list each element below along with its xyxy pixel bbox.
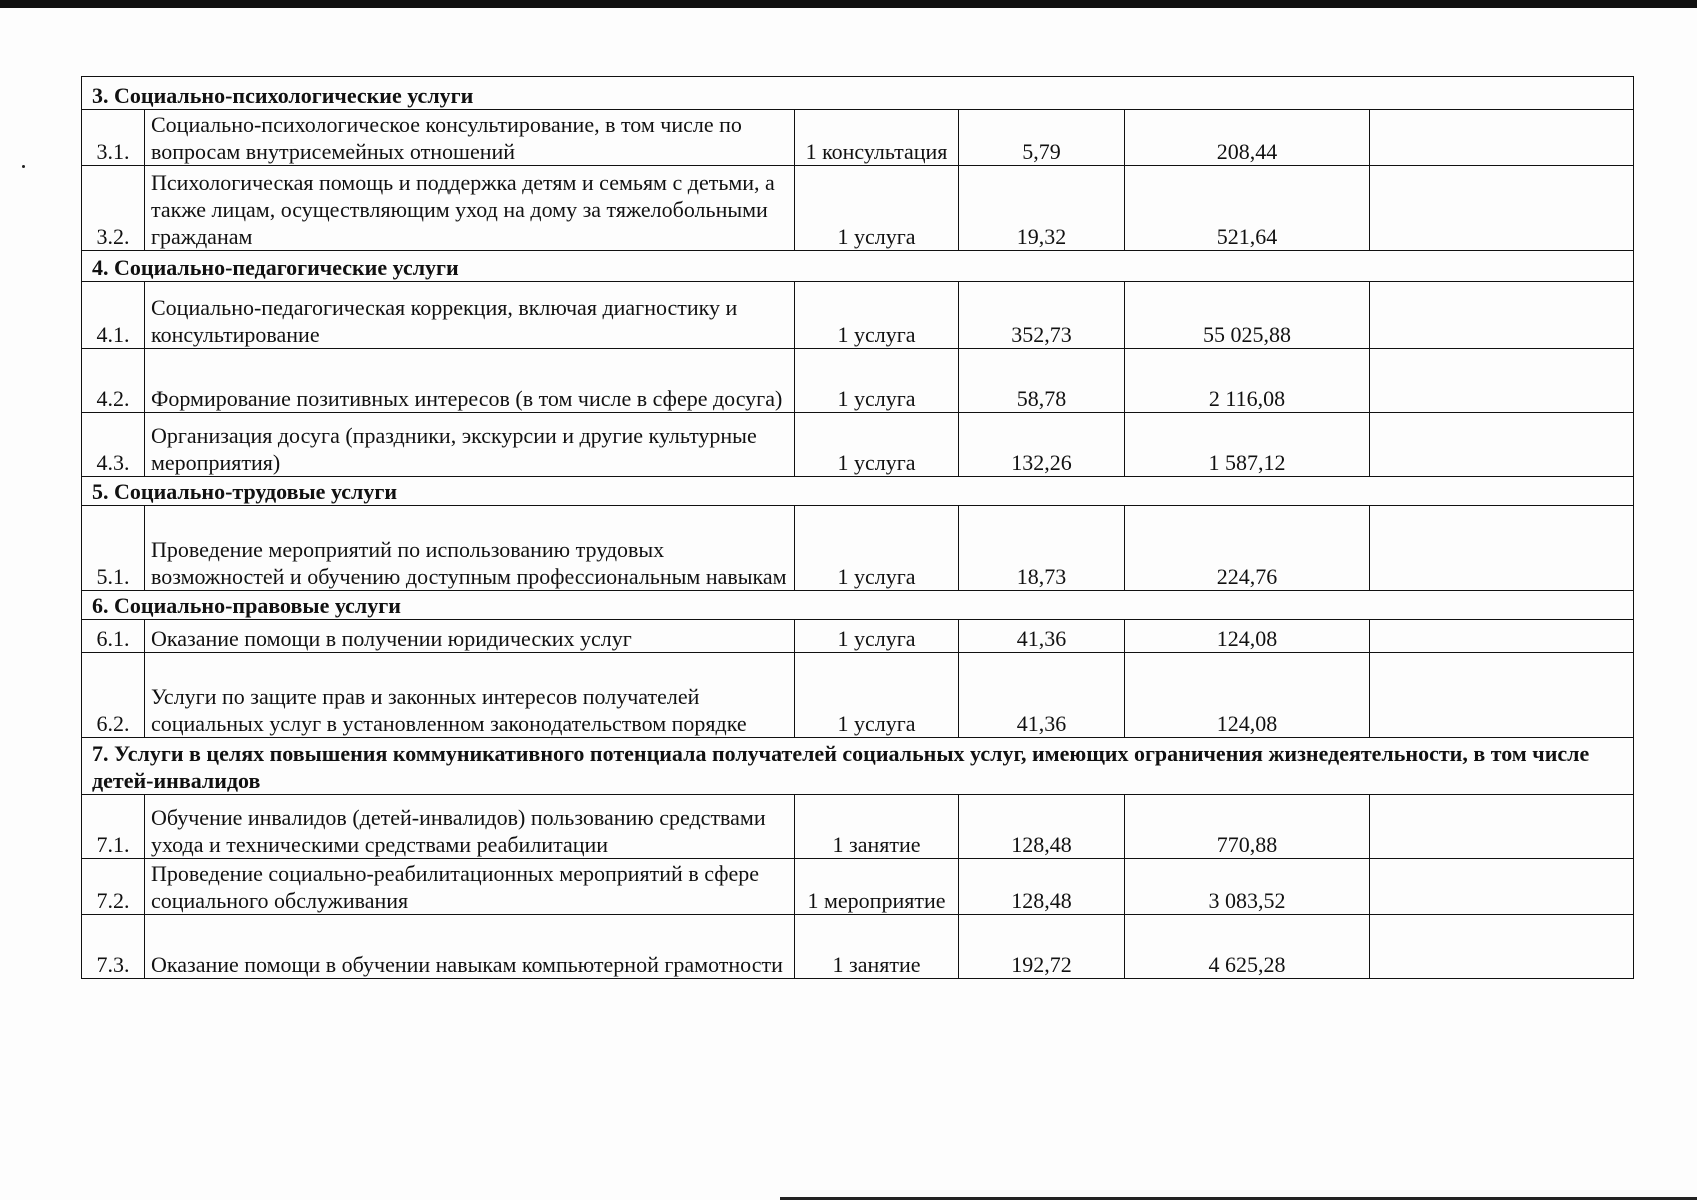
- service-total: 521,64: [1125, 166, 1370, 251]
- service-price: 41,36: [959, 653, 1125, 738]
- section-header-row: [82, 251, 1634, 282]
- row-number: 3.1.: [82, 110, 145, 166]
- section-header-row: [82, 738, 1634, 795]
- service-note: [1370, 282, 1634, 349]
- service-name: Формирование позитивных интересов (в том числе в сфере досуга): [145, 349, 795, 413]
- service-note: [1370, 413, 1634, 477]
- service-total: 224,76: [1125, 506, 1370, 591]
- table-row: [82, 653, 1634, 738]
- service-total: 124,08: [1125, 653, 1370, 738]
- service-note: [1370, 110, 1634, 166]
- scan-speck: [22, 165, 25, 168]
- service-price: 128,48: [959, 859, 1125, 915]
- row-number: 7.1.: [82, 795, 145, 859]
- service-total: 208,44: [1125, 110, 1370, 166]
- service-price: 5,79: [959, 110, 1125, 166]
- service-price: 132,26: [959, 413, 1125, 477]
- table-row: [82, 795, 1634, 859]
- service-price: 19,32: [959, 166, 1125, 251]
- service-unit: 1 занятие: [795, 915, 959, 979]
- service-total: 770,88: [1125, 795, 1370, 859]
- service-name: Проведение мероприятий по использованию трудовых возможностей и обучению доступным профессиональным навыкам: [145, 506, 795, 591]
- section-header-row: [82, 77, 1634, 110]
- service-note: [1370, 506, 1634, 591]
- service-name: Оказание помощи в обучении навыкам компьютерной грамотности: [145, 915, 795, 979]
- service-name: Проведение социально-реабилитационных мероприятий в сфере социального обслуживания: [145, 859, 795, 915]
- service-unit: 1 услуга: [795, 282, 959, 349]
- section-title: 7. Услуги в целях повышения коммуникативного потенциала получателей социальных услуг, имеющих ограничения жизнедеятельности, в том числе детей-инвалидов: [82, 738, 1634, 795]
- service-price: 352,73: [959, 282, 1125, 349]
- scan-top-edge: [0, 0, 1697, 8]
- service-unit: 1 консультация: [795, 110, 959, 166]
- table-row: [82, 349, 1634, 413]
- service-price: 58,78: [959, 349, 1125, 413]
- service-unit: 1 услуга: [795, 166, 959, 251]
- table-row: [82, 166, 1634, 251]
- service-name: Услуги по защите прав и законных интересов получателей социальных услуг в установленном законодательством порядке: [145, 653, 795, 738]
- service-name: Социально-педагогическая коррекция, включая диагностику и консультирование: [145, 282, 795, 349]
- row-number: 7.2.: [82, 859, 145, 915]
- service-note: [1370, 653, 1634, 738]
- service-unit: 1 услуга: [795, 506, 959, 591]
- service-unit: 1 услуга: [795, 653, 959, 738]
- row-number: 4.1.: [82, 282, 145, 349]
- service-total: 55 025,88: [1125, 282, 1370, 349]
- service-total: 3 083,52: [1125, 859, 1370, 915]
- row-number: 4.3.: [82, 413, 145, 477]
- table-row: [82, 620, 1634, 653]
- service-price: 128,48: [959, 795, 1125, 859]
- services-tariff-table: [81, 76, 1634, 979]
- section-title: 4. Социально-педагогические услуги: [82, 251, 1634, 282]
- table-row: [82, 506, 1634, 591]
- service-unit: 1 услуга: [795, 620, 959, 653]
- table-row: [82, 110, 1634, 166]
- service-note: [1370, 166, 1634, 251]
- service-price: 41,36: [959, 620, 1125, 653]
- row-number: 3.2.: [82, 166, 145, 251]
- service-name: Организация досуга (праздники, экскурсии и другие культурные мероприятия): [145, 413, 795, 477]
- row-number: 4.2.: [82, 349, 145, 413]
- service-note: [1370, 795, 1634, 859]
- service-note: [1370, 349, 1634, 413]
- service-unit: 1 занятие: [795, 795, 959, 859]
- service-price: 18,73: [959, 506, 1125, 591]
- service-name: Психологическая помощь и поддержка детям и семьям с детьми, а также лицам, осуществляющим уход на дому за тяжелобольными гражданам: [145, 166, 795, 251]
- table-row: [82, 413, 1634, 477]
- service-note: [1370, 620, 1634, 653]
- row-number: 6.1.: [82, 620, 145, 653]
- service-total: 2 116,08: [1125, 349, 1370, 413]
- table-row: [82, 915, 1634, 979]
- service-note: [1370, 915, 1634, 979]
- service-name: Оказание помощи в получении юридических услуг: [145, 620, 795, 653]
- section-title: 6. Социально-правовые услуги: [82, 591, 1634, 620]
- service-name: Обучение инвалидов (детей-инвалидов) пользованию средствами ухода и техническими средствами реабилитации: [145, 795, 795, 859]
- section-title: 3. Социально-психологические услуги: [82, 77, 1634, 110]
- section-title: 5. Социально-трудовые услуги: [82, 477, 1634, 506]
- service-unit: 1 услуга: [795, 349, 959, 413]
- service-total: 4 625,28: [1125, 915, 1370, 979]
- table-row: [82, 282, 1634, 349]
- row-number: 5.1.: [82, 506, 145, 591]
- row-number: 6.2.: [82, 653, 145, 738]
- table-row: [82, 859, 1634, 915]
- row-number: 7.3.: [82, 915, 145, 979]
- service-name: Социально-психологическое консультирование, в том числе по вопросам внутрисемейных отношений: [145, 110, 795, 166]
- service-note: [1370, 859, 1634, 915]
- service-total: 124,08: [1125, 620, 1370, 653]
- service-price: 192,72: [959, 915, 1125, 979]
- service-total: 1 587,12: [1125, 413, 1370, 477]
- service-unit: 1 мероприятие: [795, 859, 959, 915]
- section-header-row: [82, 591, 1634, 620]
- service-unit: 1 услуга: [795, 413, 959, 477]
- section-header-row: [82, 477, 1634, 506]
